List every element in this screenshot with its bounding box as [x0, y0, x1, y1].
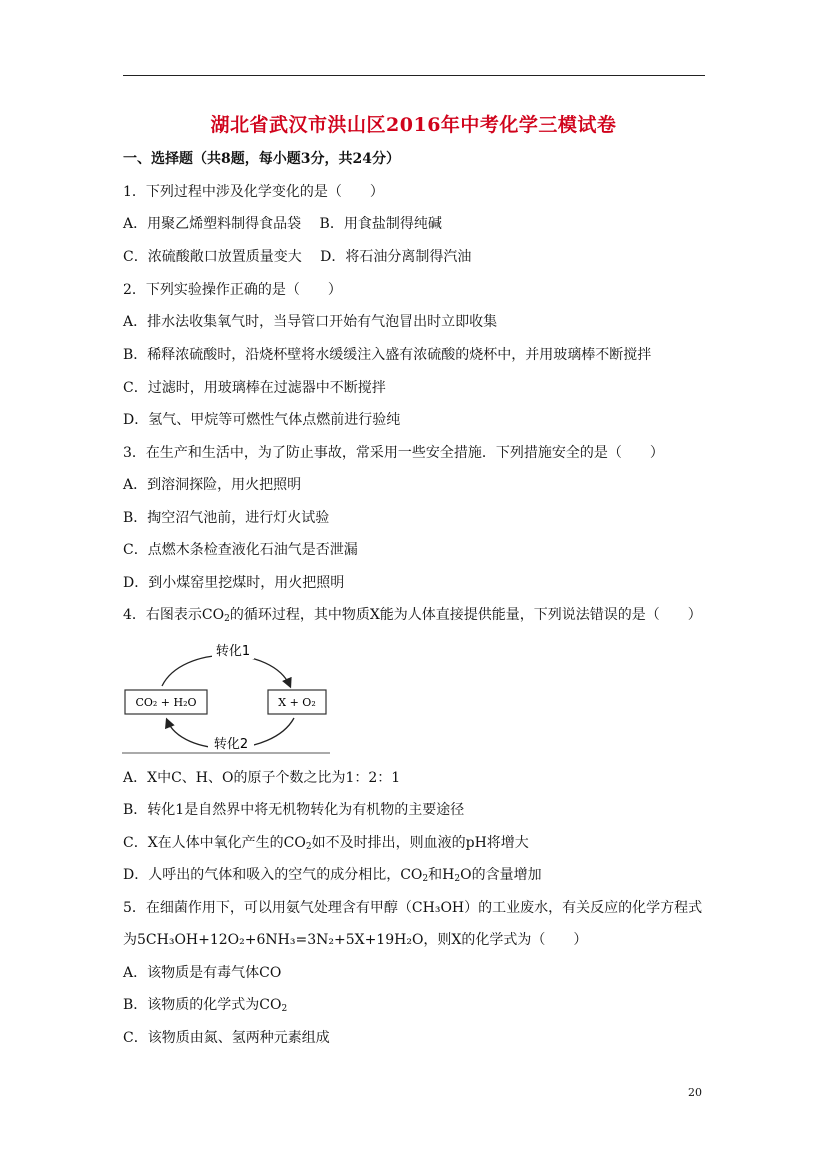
q5-option-a: A．该物质是有毒气体CO [123, 965, 282, 981]
q3-option-d: D．到小煤窑里挖煤时，用火把照明 [123, 575, 345, 591]
q2-option-c: C．过滤时，用玻璃棒在过滤器中不断搅拌 [123, 380, 386, 396]
section-heading: 一、选择题（共8题，每小题3分，共24分） [123, 151, 400, 167]
q1-stem: 1．下列过程中涉及化学变化的是（ ） [123, 184, 384, 200]
conversion-2-label: 转化2 [213, 737, 249, 752]
q2-stem: 2．下列实验操作正确的是（ ） [123, 282, 342, 298]
q2-option-b: B．稀释浓硫酸时，沿烧杯壁将水缓缓注入盛有浓硫酸的烧杯中，并用玻璃棒不断搅拌 [123, 347, 652, 363]
q5-option-c: C．该物质由氮、氢两种元素组成 [123, 1030, 330, 1046]
q3-option-a: A．到溶洞探险，用火把照明 [123, 477, 302, 493]
q4-option-b: B．转化1是自然界中将无机物转化为有机物的主要途径 [123, 802, 465, 818]
q4-option-d: D．人呼出的气体和吸入的空气的成分相比，$CO_2$和$H_2O$的含量增加 [123, 867, 542, 884]
q4-stem: 4．右图表示$CO_2$的循环过程，其中物质X能为人体直接提供能量，下列说法错误的是（ ） [123, 607, 702, 624]
right-box-label: X + O₂ [278, 696, 316, 709]
header-rule [123, 75, 705, 76]
q3-option-b: B．掏空沼气池前，进行灯火试验 [123, 510, 330, 526]
co2-cycle-diagram [122, 640, 332, 755]
conversion-1-arrow [162, 655, 290, 686]
page-title: 湖北省武汉市洪山区2016年中考化学三模试卷 [210, 114, 617, 136]
q2-option-d: D．氢气、甲烷等可燃性气体点燃前进行验纯 [123, 412, 401, 428]
q3-option-c: C．点燃木条检查液化石油气是否泄漏 [123, 542, 358, 558]
q5-stem-line2: 为5CH₃OH+12O₂+6NH₃=3N₂+5X+19H₂O，则X的化学式为（ ） [123, 932, 588, 948]
conversion-1-label: 转化1 [215, 644, 251, 659]
q4-option-c: C．X在人体中氧化产生的$CO_2$如不及时排出，则血液的pH将增大 [123, 835, 529, 852]
left-box-label: CO₂ + H₂O [135, 696, 197, 709]
page-number: 20 [688, 1086, 702, 1099]
q3-stem: 3．在生产和生活中，为了防止事故，常采用一些安全措施．下列措施安全的是（ ） [123, 445, 664, 461]
q5-option-b: B．该物质的化学式为$CO_2$ [123, 997, 288, 1014]
q4-option-a: A．X中C、H、O的原子个数之比为1：2：1 [123, 770, 401, 786]
q1-options-ab: A．用聚乙烯塑料制得食品袋 B．用食盐制得纯碱 [123, 216, 442, 232]
q5-stem-line1: 5．在细菌作用下，可以用氨气处理含有甲醇（CH₃OH）的工业废水，有关反应的化学方程式 [123, 900, 703, 916]
q1-options-cd: C．浓硫酸敞口放置质量变大 D．将石油分离制得汽油 [123, 249, 472, 265]
q2-option-a: A．排水法收集氧气时，当导管口开始有气泡冒出时立即收集 [123, 314, 498, 330]
